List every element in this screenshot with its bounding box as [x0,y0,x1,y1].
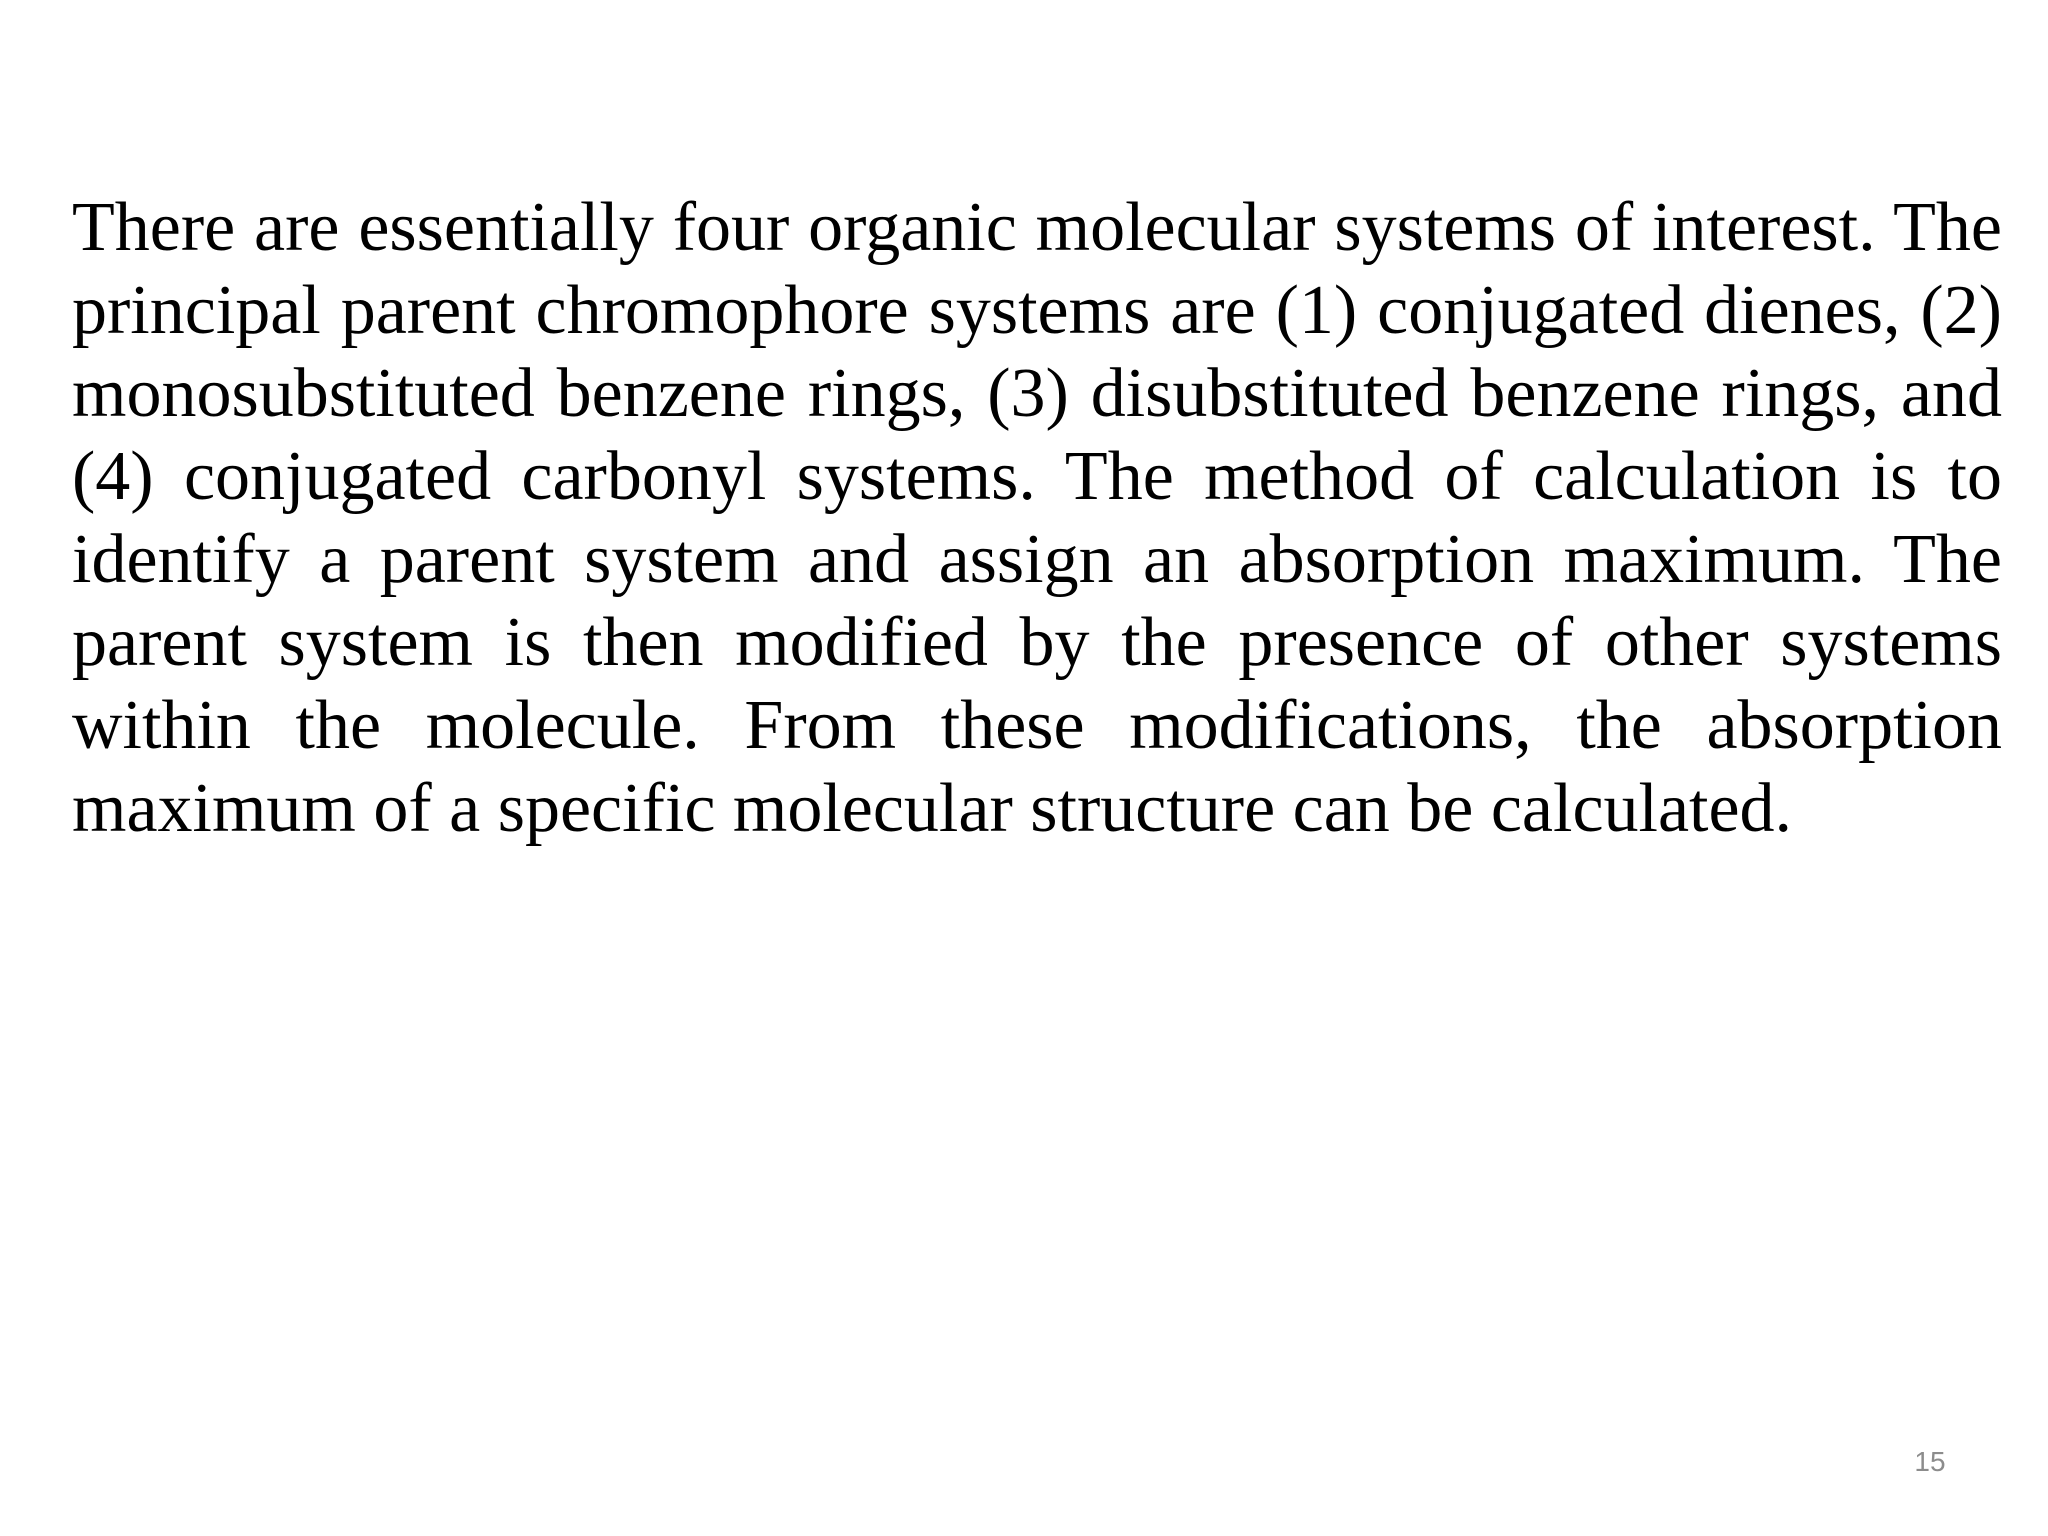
slide-body-text: There are essentially four organic molecular systems of interest. The principal parent chromophore systems are (1) conjugated dienes, (2) monosubstituted benzene rings, (3) disubstituted benzene rings, and (4) conjugated carbonyl systems. The method of calculation is to identify a parent system and assign an absorption maximum. The parent system is then modified by the presence of other systems within the molecule. From these modifications, the absorption maximum of a specific molecular structure can be calculated. [72,189,2002,847]
page-number: 15 [1914,1446,1946,1477]
